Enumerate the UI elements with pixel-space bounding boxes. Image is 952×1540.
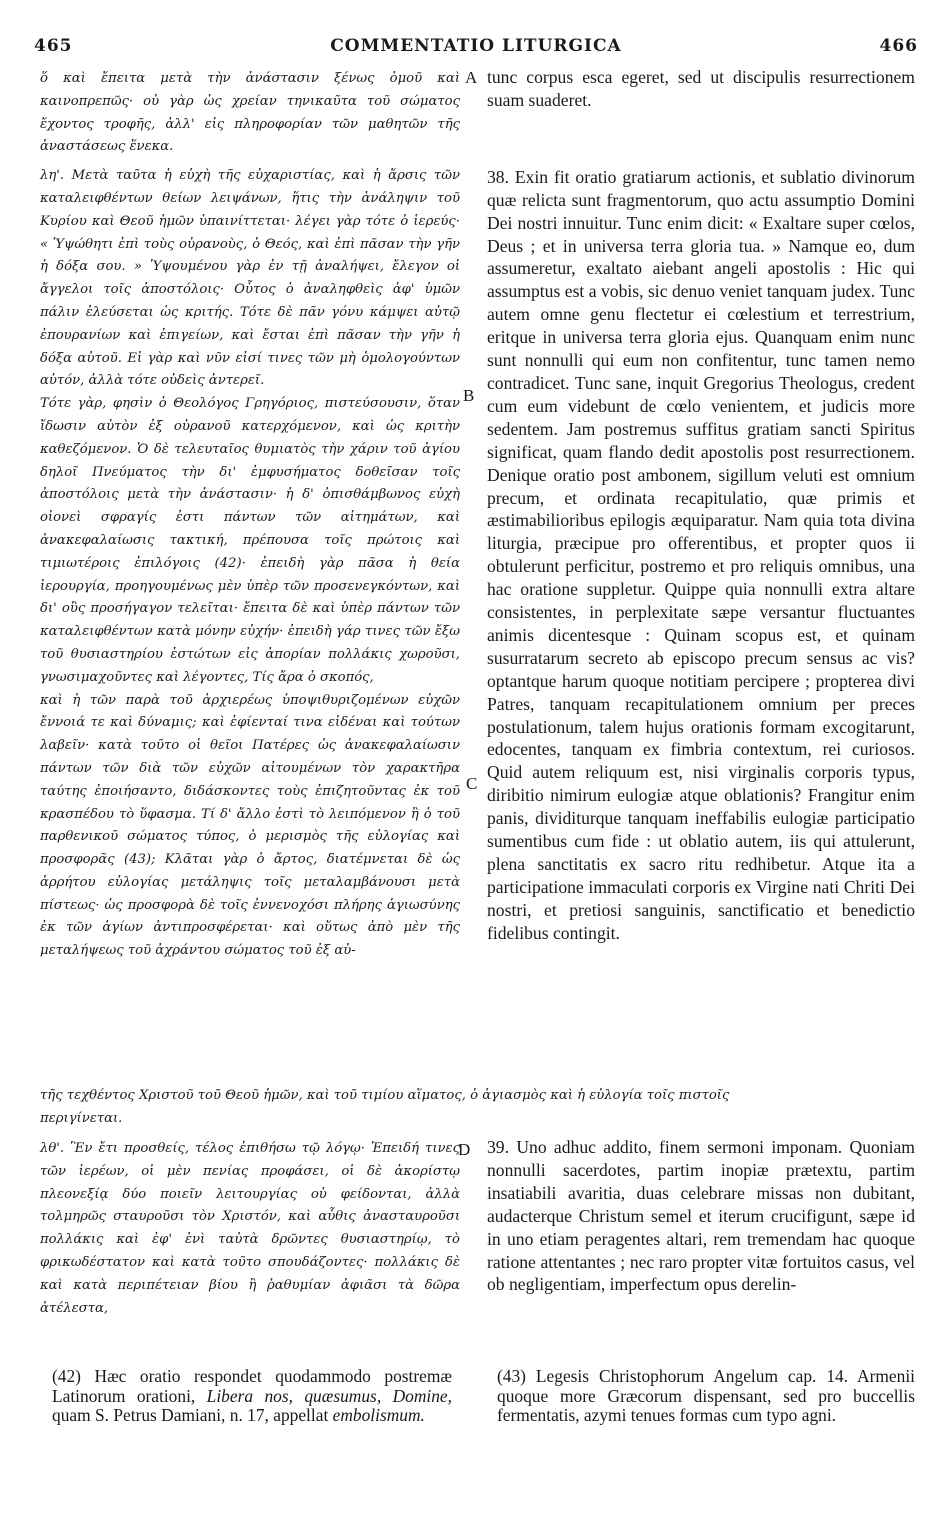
page-number-right: 466 bbox=[879, 36, 918, 56]
greek-paragraph-1: ὅ καὶ ἔπειτα μετὰ τὴν ἀνάστασιν ξένως ὁμοῦ καὶ καινοπρεπῶς· οὐ γὰρ ὡς χρείαν τηνικαῦτα τοῦ σώματος ἔχοντος τροφῆς, ἀλλ' εἰς πληροφορίαν τῶν μαθητῶν τῆς ἀναστάσεως ἕνεκα. bbox=[40, 71, 460, 155]
greek-column-bottom bbox=[40, 1138, 460, 1320]
margin-letter-b: B bbox=[463, 386, 475, 405]
footnote-42-italic-1: Libera nos, quæsumus, Domine, bbox=[206, 1385, 452, 1406]
page-number-left: 465 bbox=[34, 36, 73, 56]
greek-paragraph-38c: καὶ ἡ τῶν παρὰ τοῦ ἀρχιερέως ὑποψιθυριζομένων εὐχῶν ἔννοιά τε καὶ δύναμις; καὶ ἐφίενταί τινα εἰδέναι καὶ τούτων λαβεῖν· κατὰ τοῦτο οἱ θεῖοι Πατέρες ὡς ἀνακεφαλαίωσιν πάντων τῶν διὰ τῶν εὐχῶν αἰτουμένων τὸν χαρακτῆρα ταύτης ἐποιήσαντο, διδάσκοντες τοὺς ἐπιζητοῦντας ἐκ τοῦ κρασπέδου τὸ ὕφασμα. Τί δ' ἄλλο ἐστὶ τὸ λειπόμενον ἢ ὁ τοῦ παρθενικοῦ σώματος τύπος, ὁ μερισμὸς τῆς εὐλογίας καὶ προσφορᾶς (43); Κλᾶται γὰρ ὁ ἄρτος, διατέμνεται δὲ ὡς ἀρρήτου εὐλογίας μετάληψις τοῖς μεταλαμβάνουσι μετὰ πίστεως· ὡς προσφορὰ δὲ τοῖς ἐννενοχόσι πλήρης ἁγιωσύνης ἐκ τῶν ἁγίων ἀντιπροσφέρεται· καὶ οὕτως ἀπὸ μὲν τῆς μεταλήψεως τοῦ ἀχράντου σώματος τοῦ ἐξ αὐ- bbox=[40, 692, 460, 959]
footnote-43: (43) Legesis Christophorum Angelum cap. 14. Armenii quoque more Græcorum dispensant, sed pro buccellis fermentatis, azymi tenues formas cum typo agni. bbox=[497, 1366, 915, 1425]
footnote-42-text-a: (42) Hæc oratio respondet quodammodo postremæ Latinorum orationi, bbox=[52, 1366, 452, 1406]
margin-letter-a: A bbox=[465, 68, 478, 87]
greek-paragraph-39: λθ'. Ἓν ἔτι προσθείς, τέλος ἐπιθήσω τῷ λόγῳ· Ἐπειδή τινες τῶν ἱερέων, οἱ μὲν πενίας προφάσει, οἱ δὲ ἀκορίστῳ πλεονεξίᾳ δύο ποιεῖν λειτουργίας οὐ φείδονται, ἀλλὰ τολμηρῶς σταυροῦσι τὸν Χριστόν, καὶ αὖθις ἀνασταυροῦσι πολλάκις καὶ ἐφ' ἑνὶ ταὐτὰ δρῶντες θυσιαστηρίῳ, τὸ φρικωδέστατον καὶ κατὰ τοῦτο σπουδάζοντες· πολλάκις δὲ καὶ κατὰ περιπέτειαν βίου ἢ ῥαθυμίαν ἀφιᾶσι τὰ δῶρα ἀτέλεστα, bbox=[40, 1141, 460, 1316]
latin-column-bottom bbox=[487, 1136, 915, 1296]
footnote-42-text-b: quam S. Petrus Damiani, n. 17, appellat bbox=[52, 1405, 333, 1425]
footnote-42 bbox=[52, 1367, 452, 1426]
margin-letter-d: D bbox=[458, 1140, 471, 1159]
latin-paragraph-38: 38. Exin fit oratio gratiarum actionis, et sublatio divinorum quæ relicta sunt fragmentorum, quo actu assumptio Domini Dei nostri innuitur. Tunc enim dicit: « Exaltare super cœlos, Deus ; et in universa terra gloria tua. » Namque eo, dum assumeretur, exaltato aiebant angeli apostolis : Hic qui assumptus est a vobis, sic denuo veniet tanquam judex. Tunc autem omne genu flectetur ei cœlestium et terrestrium, eritque in universa terra gloria ejus. Quanquam enim nunc sunt nonnulli qui eum non confitentur, tunc tamen nemo contradicet. Tunc sane, inquit Gregorius Theologus, credent cum eum videbunt de cœlo venientem, et judicis more sedentem. Jam postremus suffitus gratiam sancti Spiritus significat, quam flando dedit apostolis post resurrectionem. Denique oratio post ambonem, sigillum veluti est omnium precum, et ordinata recapitulatio, quæ primis et æstimabilioribus epilogis æquiparatur. Nam quia tota divina liturgia, præcipue pro offerentibus, et propter quos ii obtulerunt perficitur, postremo et pro reliquis omnibus, una hac oratione suppletur. Quippe quia nonnulli extra altare consistentes, in perplexitate sæpe versantur fluctuantes animis dicentesque : Quinam scopus est, et quinam susurratarum secreto ab episcopo precum sensus ac vis? optantque harum quoque notitiam percipere ; propterea divi Patres, tanquam recapitulationem omnium per preces postulationum, talem hujus orationis formam excogitarunt, edocentes, tanquam ex fimbria contextum, rei curiosos. Quid autem reliquum est, nisi virginalis corporis typus, diribitio nimirum eulogiæ atque oblationis? Frangitur enim panis, dividiturque tanquam ineffabilis eulogiæ participatio sumentibus cum fide : ut oblatio autem, iis qui attulerunt, plena sanctitatis ex sacro ritu redhibetur. Atque ita a participatione immaculati corporis ex Virgine nati Chriti Dei nostri, et pretiosi sanguinis, sanctificatio et benedictio fidelibus contingit. bbox=[487, 166, 915, 943]
greek-paragraph-38b: Τότε γὰρ, φησὶν ὁ Θεολόγος Γρηγόριος, πιστεύσουσιν, ὅταν ἴδωσιν αὐτὸν ἐξ οὐρανοῦ κατερχόμενον, καὶ ὡς κριτὴν καθεζόμενον. Ὁ δὲ τελευταῖος θυμιατὸς τὴν χάριν τοῦ ἁγίου δηλοῖ Πνεύματος τὴν δι' ἐμφυσήματος δοθεῖσαν τοῖς ἀποστόλοις μετὰ τὴν ἀνάστασιν· ἡ δ' ὀπισθάμβωνος εὐχὴ οἱονεὶ σφραγίς ἐστι πάντων τῶν αἰτημάτων, καὶ ἀνακεφαλαίωσις τακτική, πρέπουσα τοῖς πρώτοις καὶ τιμιωτέροις ἐπιλόγοις (42)· ἐπειδὴ γὰρ πᾶσα ἡ θεία ἱερουργία, προηγουμένως μὲν ὑπὲρ τῶν προσενεγκόντων, καὶ δι' οὓς προσήγαγον τελεῖται· ἔπειτα δὲ καὶ ὑπὲρ πάντων τῶν καταλειφθέντων κατὰ μόνην εὐχήν· ἐπειδὴ γάρ τινες τῶν ἔξω τοῦ θυσιαστηρίου ἑστώτων εἰς ἀπορίαν πολλάκις χωροῦσι, γνωσιμαχοῦντες καὶ λέγοντες, Τίς ἄρα ὁ σκοπός, bbox=[40, 396, 460, 685]
footnote-42-italic-2: embolismum. bbox=[332, 1405, 425, 1425]
running-title: COMMENTATIO LITURGICA bbox=[330, 36, 622, 56]
latin-column-top bbox=[487, 66, 915, 945]
greek-bridge-line-end: περιγίνεται. bbox=[40, 1111, 123, 1126]
latin-paragraph-1: tunc corpus esca egeret, sed ut discipulis resurrectionem suam suaderet. bbox=[487, 67, 915, 110]
latin-paragraph-39: 39. Uno adhuc addito, finem sermoni imponam. Quoniam nonnulli sacerdotes, partim inopiæ prætextu, partim insatiabili avaritia, duas celebrare missas non dubitant, audacterque Christum semel et iterum crucifigunt, sæpe id in uno etiam peragentes altari, rem tremendam hac quoque ratione attentantes ; nec raro propter vitæ fortuitos casus, vel ob negligentiam, imperfectum opus derelin- bbox=[487, 1137, 915, 1295]
running-header bbox=[34, 36, 918, 58]
greek-bridge-line: τῆς τεχθέντος Χριστοῦ τοῦ Θεοῦ ἡμῶν, καὶ τοῦ τιμίου αἵματος, ὁ ἁγιασμὸς καὶ ἡ εὐλογία τοῖς πιστοῖς bbox=[40, 1088, 730, 1103]
greek-column-top bbox=[40, 68, 460, 963]
margin-letter-c: C bbox=[466, 774, 478, 793]
greek-paragraph-38a: λη'. Μετὰ ταῦτα ἡ εὐχὴ τῆς εὐχαριστίας, καὶ ἡ ἄρσις τῶν καταλειφθέντων θείων λειψάνων, ἥτις τὴν ἀνάληψιν τοῦ Κυρίου καὶ Θεοῦ ἡμῶν ὑπαινίττεται· λέγει γὰρ τότε ὁ ἱερεύς· « Ὑψώθητι ἐπὶ τοὺς οὐρανοὺς, ὁ Θεός, καὶ ἐπὶ πᾶσαν τὴν γῆν ἡ δόξα σου. » Ὑψουμένου γὰρ ἐν τῇ ἀναλήψει, ἔλεγον οἱ ἄγγελοι τοῖς ἀποστόλοις· Οὗτος ὁ ἀναληφθεὶς ἀφ' ὑμῶν πάλιν ἐλεύσεται ὡς κριτής. Τότε δὲ πᾶν γόνυ κάμψει αὐτῷ ἐπουρανίων καὶ ἐπιγείων, καὶ ἔσται ἐπὶ πᾶσαν τὴν γῆν ἡ δόξα αὐτοῦ. Εἰ γὰρ καὶ νῦν εἰσί τινες τῶν μὴ ὁμολογούντων αὐτόν, ἀλλὰ τότε οὐδεὶς ἀντερεῖ. bbox=[40, 168, 460, 389]
